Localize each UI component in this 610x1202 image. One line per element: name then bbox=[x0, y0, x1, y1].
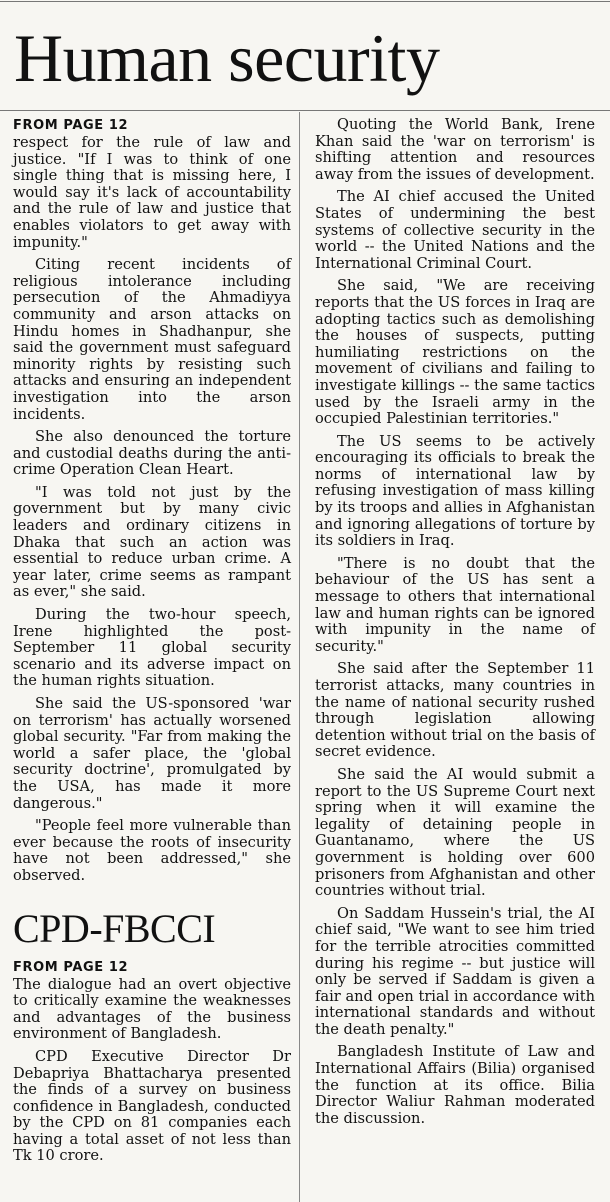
article-paragraph: She said, "We are receiving reports that the US forces in Iraq are adopting tactics such as demolishing the houses of suspects, putting humiliating restrictions on the movement of civilians and failing to investigate killings -- the same tactics used by the Israeli army in the occupied Palestinian territories." bbox=[315, 277, 595, 428]
kicker-from-page: FROM PAGE 12 bbox=[13, 959, 129, 975]
article-paragraph: "I was told not just by the government but by many civic leaders and ordinary citizens in Dhaka that such an action was essential to reduce urban crime. A year later, crime seems as rampant as ever," she said. bbox=[13, 483, 291, 601]
subhead-cpd-fbcci: CPD-FBCCI bbox=[13, 905, 216, 951]
article-paragraph: "People feel more vulnerable than ever because the roots of insecurity have not been addressed," she observed. bbox=[13, 817, 291, 884]
top-rule bbox=[0, 1, 610, 2]
right-column bbox=[315, 117, 595, 1133]
headline: Human security bbox=[14, 20, 440, 96]
article-paragraph: She also denounced the torture and custodial deaths during the anti-crime Operation Clean Heart. bbox=[13, 428, 291, 479]
article-paragraph: During the two-hour speech, Irene highlighted the post-September 11 global security scenario and its adverse impact on the human rights situation. bbox=[13, 606, 291, 690]
article-paragraph: On Saddam Hussein's trial, the AI chief said, "We want to see him tried for the terrible atrocities committed during his regime -- but justice will only be served if Saddam is given a fair and open trial in accordance with international standards and without the death penalty." bbox=[315, 904, 595, 1038]
headline-rule bbox=[0, 110, 610, 111]
column-divider bbox=[299, 112, 300, 1202]
article-paragraph: "There is no doubt that the behaviour of the US has sent a message to others that international law and human rights can be ignored with impunity in the name of security." bbox=[315, 554, 595, 655]
article-paragraph: CPD Executive Director Dr Debapriya Bhattacharya presented the finds of a survey on business confidence in Bangladesh, conducted by the CPD on 81 companies each having a total asset of not less than Tk 10 crore. bbox=[13, 1047, 291, 1165]
article-paragraph: respect for the rule of law and justice. "If I was to think of one single thing that is missing here, I would say it's lack of accountability and the rule of law and justice that enables violators to get away with impunity." bbox=[13, 134, 291, 251]
article-paragraph: Quoting the World Bank, Irene Khan said the 'war on terrorism' is shifting attention and resources away from the issues of development. bbox=[315, 116, 595, 183]
article-paragraph: She said the AI would submit a report to the US Supreme Court next spring when it will examine the legality of detaining people in Guantanamo, where the US government is holding over 600 prisoners from Afghanistan and other countries without trial. bbox=[315, 765, 595, 900]
article-paragraph: The dialogue had an overt objective to critically examine the weaknesses and advantages of the business environment of Bangladesh. bbox=[13, 975, 291, 1043]
article-paragraph: She said the US-sponsored 'war on terrorism' has actually worsened global security. "Far from making the world a safer place, the 'global security doctrine', promulgated by the USA, has made it more dangerous." bbox=[13, 695, 291, 812]
article-paragraph: The AI chief accused the United States of undermining the best systems of collective security in the world -- the United Nations and the International Criminal Court. bbox=[315, 188, 595, 272]
article-paragraph: Citing recent incidents of religious intolerance including persecution of the Ahmadiyya community and arson attacks on Hindu homes in Shadhanpur, she said the government must safeguard minority rights by resisting such attacks and ensuring an independent investigation into the arson incidents. bbox=[13, 256, 291, 423]
article-paragraph: The US seems to be actively encouraging its officials to break the norms of international law by refusing investigation of mass killing by its troops and allies in Afghanistan and ignoring allegations of torture by its soldiers in Iraq. bbox=[315, 432, 595, 550]
left-column bbox=[13, 117, 291, 1171]
article-paragraph: Bangladesh Institute of Law and International Affairs (Bilia) organised the function at its office. Bilia Director Waliur Rahman moderated the discussion. bbox=[315, 1043, 595, 1127]
article-paragraph: She said after the September 11 terrorist attacks, many countries in the name of national security rushed through legislation allowing detention without trial on the basis of secret evidence. bbox=[315, 660, 595, 761]
kicker-from-page: FROM PAGE 12 bbox=[13, 118, 129, 133]
